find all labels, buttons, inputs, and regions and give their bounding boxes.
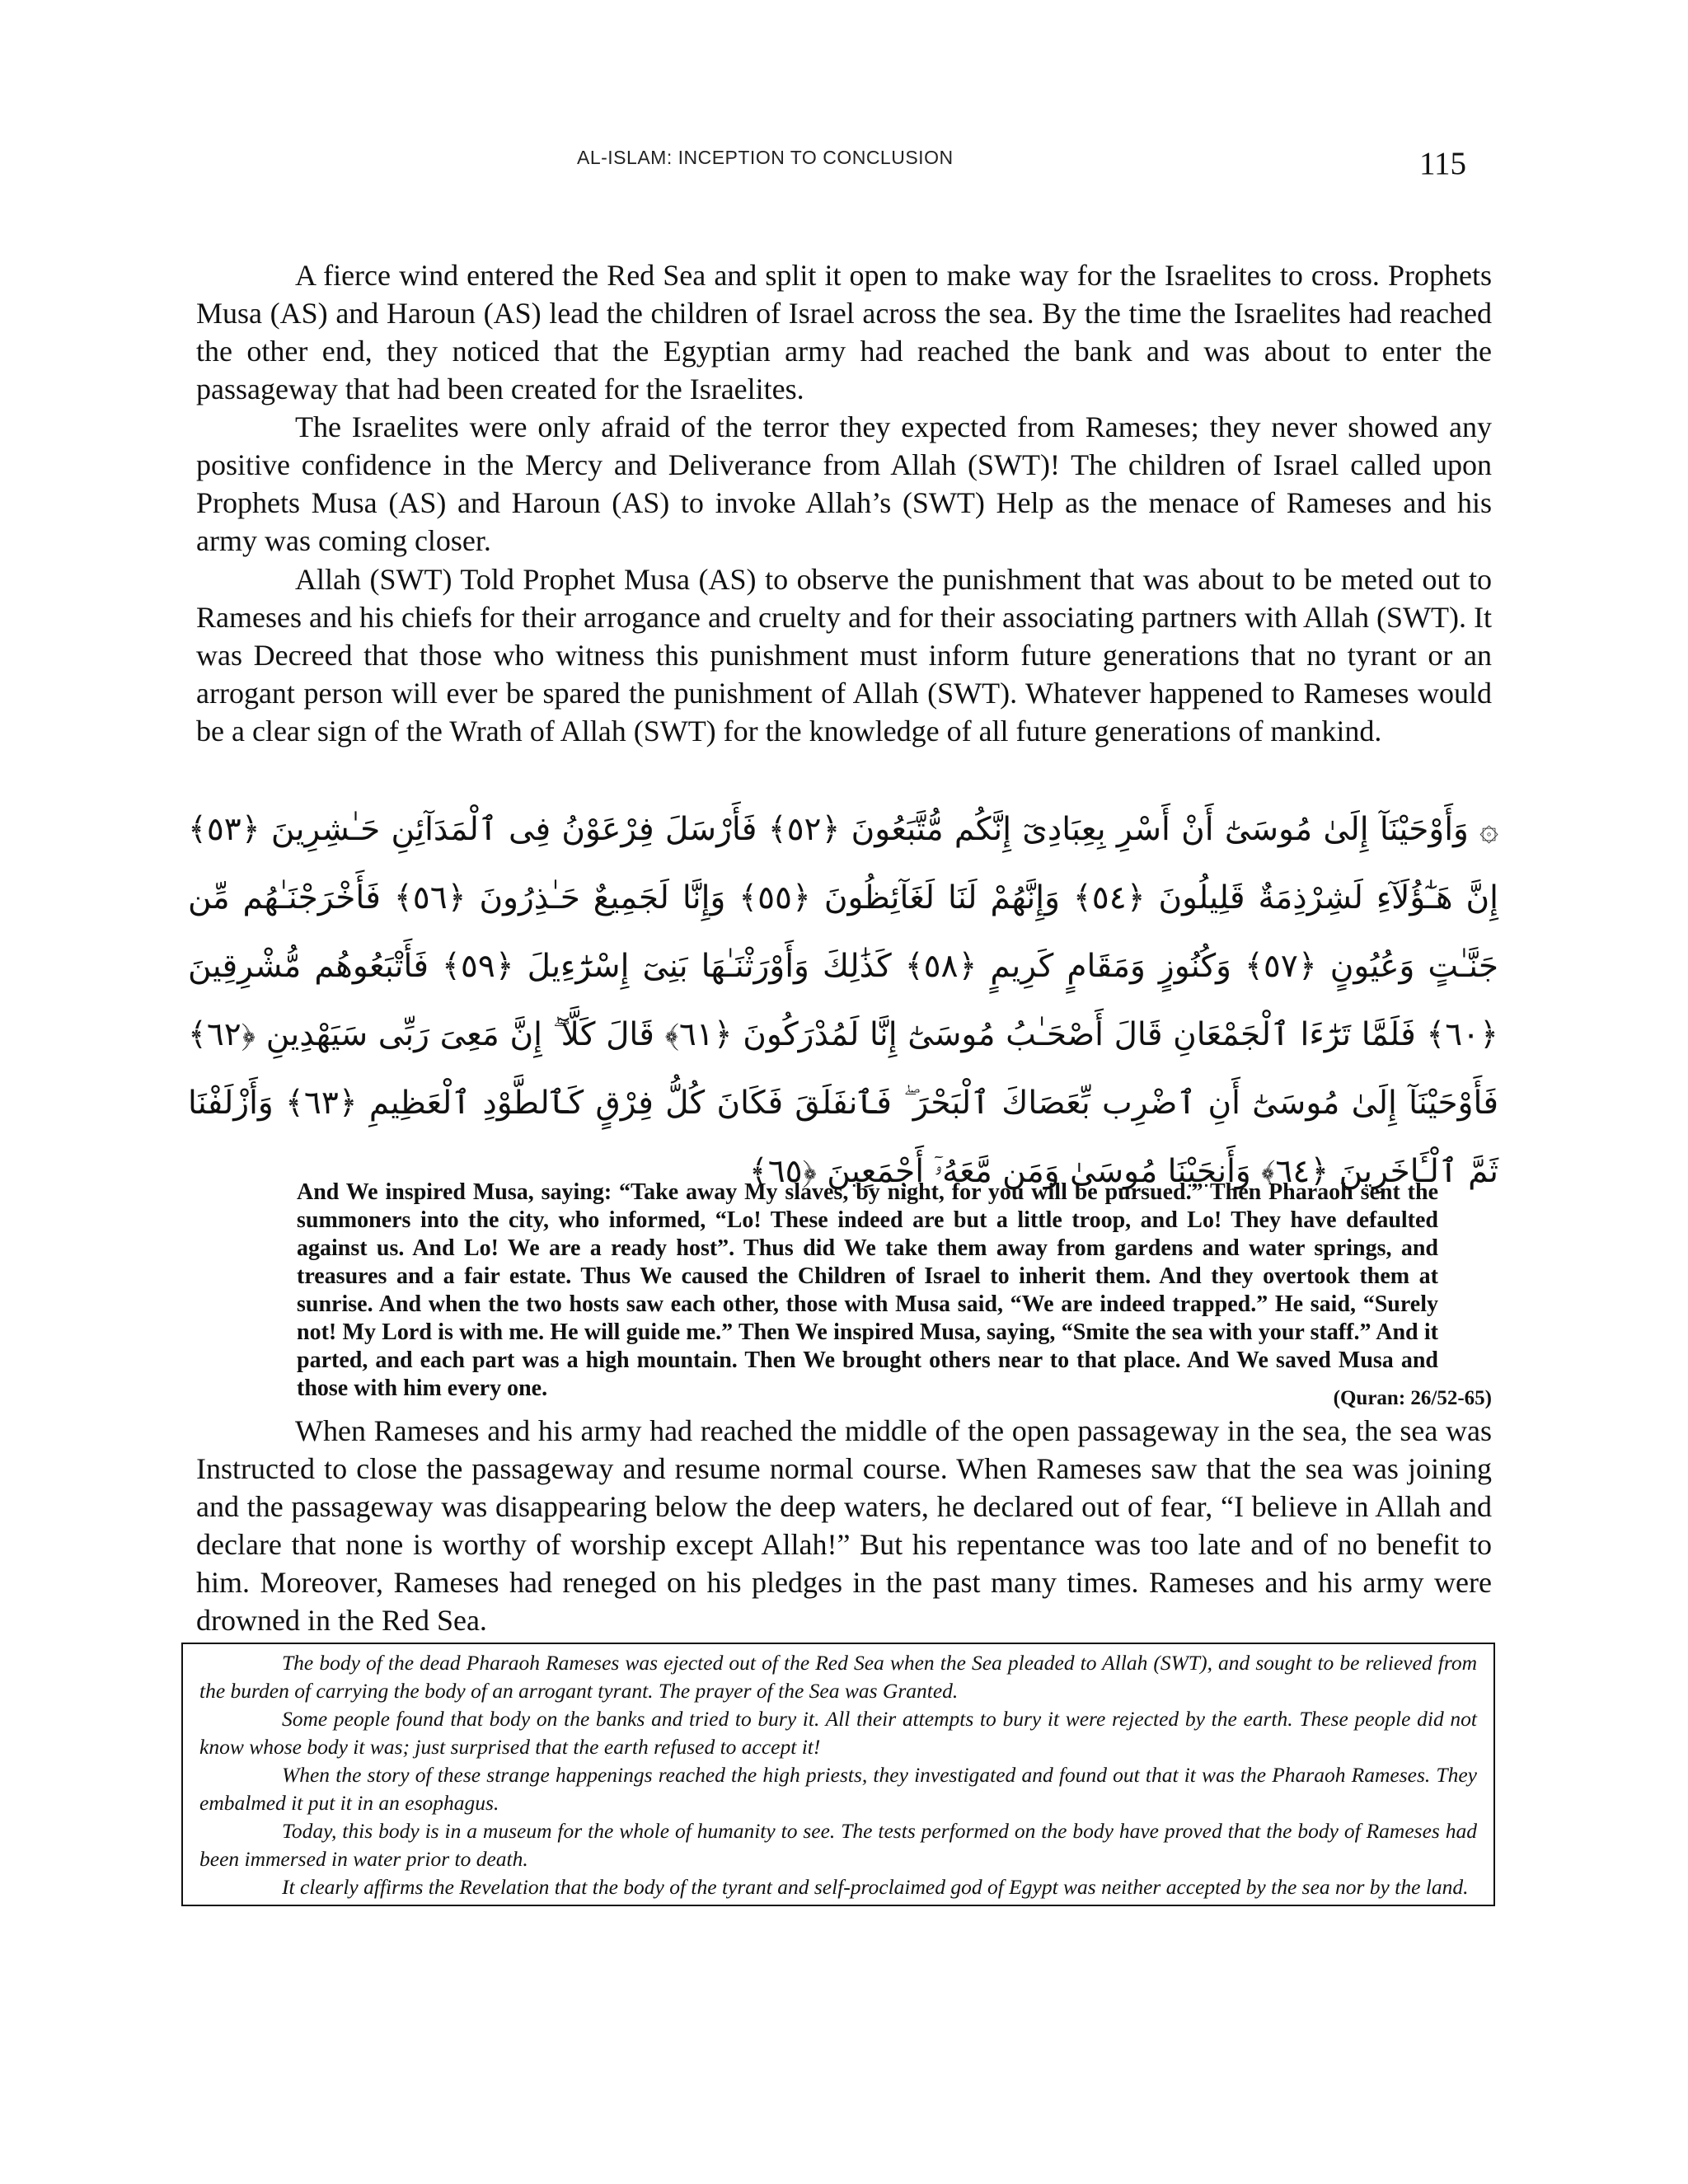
running-header-title: AL-ISLAM: INCEPTION TO CONCLUSION <box>577 147 954 168</box>
body-paragraph-4: When Rameses and his army had reached the middle of the open passageway in the sea, the sea was Instructed to close the passageway and resume normal course. When Rameses saw that the sea was joining and the passageway was disappearing below the deep waters, he declared out of fear, “I believe in Allah and declare that none is worthy of worship except Allah!” But his repentance was too late and of no benefit to him. Moreover, Rameses had reneged on his pledges in the past many times. Rameses and his army were drowned in the Red Sea. <box>196 1414 1492 1637</box>
note-paragraph: The body of the dead Pharaoh Rameses was ejected out of the Red Sea when the Sea pleaded to Allah (SWT), and sought to be relieved from the burden of carrying the body of an arrogant tyrant. The prayer of the Sea was Granted. <box>199 1651 1477 1703</box>
arabic-quran-verses: ۞ وَأَوْحَيْنَآ إِلَىٰ مُوسَىٰٓ أَنْ أَسْرِ بِعِبَادِىٓ إِنَّكُم مُّتَّبَعُونَ ﴿٥٢﴾ فَأَرْسَلَ فِرْعَوْنُ فِى ٱلْمَدَآئِنِ حَـٰشِرِينَ ﴿٥٣﴾ إِنَّ هَـٰٓؤُلَآءِ لَشِرْذِمَةٌ قَلِيلُونَ ﴿٥٤﴾ وَإِنَّهُمْ لَنَا لَغَآئِظُونَ ﴿٥٥﴾ وَإِنَّا لَجَمِيعٌ حَـٰذِرُونَ ﴿٥٦﴾ فَأَخْرَجْنَـٰهُم مِّن جَنَّـٰتٍ وَعُيُونٍ ﴿٥٧﴾ وَكُنُوزٍ وَمَقَامٍ كَرِيمٍ ﴿٥٨﴾ كَذَٰلِكَ وَأَوْرَثْنَـٰهَا بَنِىٓ إِسْرَٰٓءِيلَ ﴿٥٩﴾ فَأَتْبَعُوهُم مُّشْرِقِينَ ﴿٦٠﴾ فَلَمَّا تَرَٰٓءَا ٱلْجَمْعَانِ قَالَ أَصْحَـٰبُ مُوسَىٰٓ إِنَّا لَمُدْرَكُونَ ﴿٦١﴾ قَالَ كَلَّآ ۖ إِنَّ مَعِىَ رَبِّى سَيَهْدِينِ ﴿٦٢﴾ فَأَوْحَيْنَآ إِلَىٰ مُوسَىٰٓ أَنِ ٱضْرِب بِّعَصَاكَ ٱلْبَحْرَ ۖ فَٱنفَلَقَ فَكَانَ كُلُّ فِرْقٍ كَٱلطَّوْدِ ٱلْعَظِيمِ ﴿٦٣﴾ وَأَزْلَفْنَا ثَمَّ ٱلْـَٔاخَرِينَ ﴿٦٤﴾ وَأَنجَيْنَا مُوسَىٰ وَمَن مَّعَهُۥٓ أَجْمَعِينَ ﴿٦٥﴾ <box>188 811 1499 1190</box>
note-paragraph: It clearly affirms the Revelation that the body of the tyrant and self-proclaimed god of Egypt was neither accepted by the sea nor by the land. <box>282 1875 1469 1899</box>
body-paragraph-1: A fierce wind entered the Red Sea and split it open to make way for the Israelites to cross. Prophets Musa (AS) and Haroun (AS) lead the children of Israel across the sea. By the time the Israelites had reached the other end, they noticed that the Egyptian army had reached the bank and was about to enter the passageway that had been created for the Israelites. <box>196 259 1492 405</box>
note-paragraph: Some people found that body on the banks and tried to bury it. All their attempts to bury it were rejected by the earth. These people did not know whose body it was; just surprised that the earth refused to accept it! <box>199 1707 1477 1759</box>
sidebar-note-box <box>181 1643 1495 1906</box>
note-paragraph: Today, this body is in a museum for the whole of humanity to see. The tests performed on the body have proved that the body of Rameses had been immersed in water prior to death. <box>199 1819 1477 1871</box>
verse-translation: And We inspired Musa, saying: “Take away My slaves, by night, for you will be pursued.” Then Pharaoh sent the summoners into the city, who informed, “Lo! These indeed are but a little troop, and Lo! They have defaulted against us. And Lo! We are a ready host”. Thus did We take them away from gardens and water springs, and treasures and a fair estate. Thus We caused the Children of Israel to inherit them. And they overtook them at sunrise. And when the two hosts saw each other, those with Musa said, “We are indeed trapped.” He said, “Surely not! My Lord is with me. He will guide me.” Then We inspired Musa, saying, “Smite the sea with your staff.” And it parted, and each part was a high mountain. Then We brought others near to that place. And We saved Musa and those with him every one. <box>297 1179 1438 1401</box>
body-paragraph-2: The Israelites were only afraid of the terror they expected from Rameses; they never showed any positive confidence in the Mercy and Deliverance from Allah (SWT)! The children of Israel called upon Prophets Musa (AS) and Haroun (AS) to invoke Allah’s (SWT) Help as the menace of Rameses and his army was coming closer. <box>196 410 1492 557</box>
quran-citation: (Quran: 26/52-65) <box>1333 1387 1492 1409</box>
page-number: 115 <box>1419 146 1467 181</box>
body-paragraph-3: Allah (SWT) Told Prophet Musa (AS) to observe the punishment that was about to be meted out to Rameses and his chiefs for their arrogance and cruelty and for their associating partners with Allah (SWT). It was Decreed that those who witness this punishment must inform future generations that no tyrant or an arrogant person will ever be spared the punishment of Allah (SWT). Whatever happened to Rameses would be a clear sign of the Wrath of Allah (SWT) for the knowledge of all future generations of mankind. <box>196 563 1492 748</box>
note-paragraph: When the story of these strange happenings reached the high priests, they investigated and found out that it was the Pharaoh Rameses. They embalmed it put it in an esophagus. <box>199 1763 1477 1815</box>
